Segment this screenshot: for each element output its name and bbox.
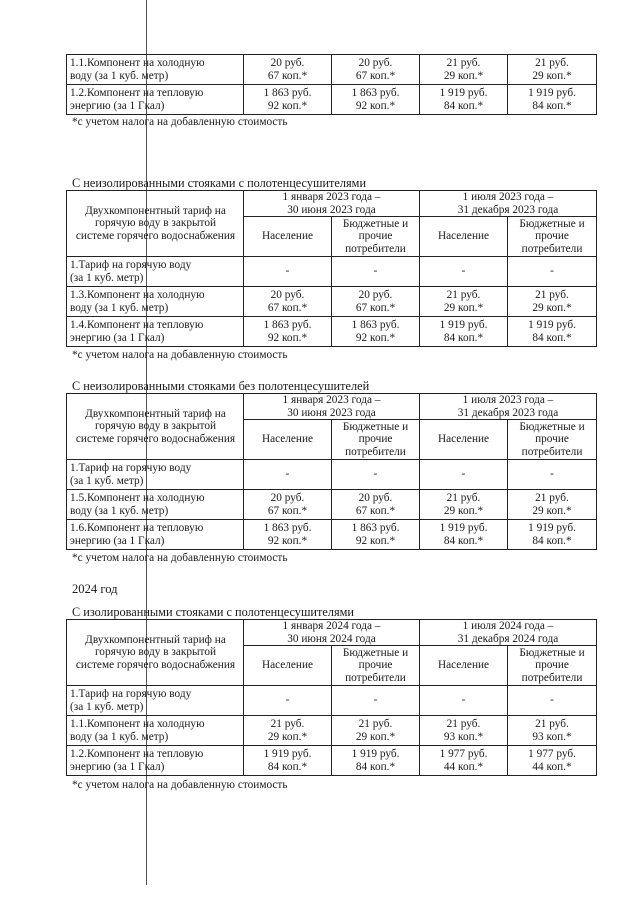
tariff-value-line: 67 коп.* [355, 504, 396, 517]
tariff-table-continued [66, 54, 597, 115]
tariff-value [332, 287, 420, 317]
tariff-value-line: 67 коп.* [355, 69, 396, 82]
tariff-value-line: 29 коп.* [443, 301, 484, 314]
tariff-value [332, 317, 420, 347]
tariff-value-line: - [461, 694, 466, 707]
header-tariff-type [67, 620, 244, 686]
row-label [67, 257, 244, 287]
row-label-line: (за 1 куб. метр) [70, 700, 144, 713]
tariff-value-line: 21 руб. [535, 492, 569, 504]
tariff-value-line: - [373, 694, 378, 707]
table-row [67, 317, 597, 347]
header-period [244, 191, 420, 217]
header-tariff-type-line: системе горячего водоснабжения [75, 432, 236, 445]
tariff-value-line: 84 коп.* [443, 331, 484, 344]
row-label-line: воду (за 1 куб. метр) [70, 504, 169, 517]
tariff-value-line: 67 коп.* [267, 69, 308, 82]
tariff-value [420, 317, 508, 347]
row-label [67, 686, 244, 716]
header-period [420, 191, 597, 217]
header-tariff-type-line: системе горячего водоснабжения [75, 658, 236, 671]
header-budget-consumers-line: Бюджетные и [519, 217, 585, 230]
header-budget-consumers-line: потребители [521, 671, 583, 684]
tariff-value-line: 1 863 руб. [351, 319, 400, 331]
tariff-value-line: 21 руб. [446, 289, 481, 301]
header-tariff-type-line: Двухкомпонентный тариф на [85, 407, 226, 420]
row-label-line: 1.2.Компонент на тепловую [70, 748, 204, 760]
row-label-line: энергию (за 1 Гкал) [70, 534, 165, 547]
table-row [67, 520, 597, 550]
tariff-value [244, 460, 332, 490]
header-row [67, 191, 597, 217]
tariff-value-line: 29 коп.* [443, 69, 484, 82]
header-tariff-type [67, 394, 244, 460]
tariff-value-line: 1 977 руб. [439, 748, 488, 760]
footnote-vat: *с учетом налога на добавленную стоимость [72, 552, 288, 564]
row-label-line: воду (за 1 куб. метр) [70, 301, 169, 314]
header-budget-consumers-line: потребители [345, 671, 406, 684]
tariff-value-line: 92 коп.* [267, 99, 308, 112]
header-budget-consumers-line: прочие [535, 230, 569, 243]
tariff-value-line: 21 руб. [446, 57, 481, 69]
header-population: Население [420, 420, 508, 460]
tariff-value [420, 287, 508, 317]
tariff-value [244, 746, 332, 776]
table-row [67, 460, 597, 490]
tariff-value [420, 716, 508, 746]
row-label-line: (за 1 куб. метр) [70, 474, 144, 487]
tariff-value [244, 317, 332, 347]
tariff-value-line: 44 коп.* [443, 760, 484, 773]
header-budget-consumers-line: прочие [358, 433, 393, 446]
header-budget-consumers [508, 420, 597, 460]
header-population: Население [420, 217, 508, 257]
footnote-vat: *с учетом налога на добавленную стоимость [72, 349, 288, 361]
tariff-value [508, 746, 597, 776]
tariff-value-line: 92 коп.* [267, 331, 308, 344]
tariff-table [66, 619, 597, 776]
tariff-value [244, 55, 332, 85]
tariff-value [508, 55, 597, 85]
tariff-value [420, 490, 508, 520]
row-label-line: 1.Тариф на горячую воду [70, 462, 192, 474]
row-label-line: 1.Тариф на горячую воду [70, 688, 192, 700]
table-row [67, 746, 597, 776]
tariff-value-line: 1 863 руб. [263, 522, 312, 534]
section-heading: С неизолированными стояками с полотенцесушителями [72, 176, 367, 190]
tariff-value-line: 20 руб. [270, 57, 305, 69]
tariff-value [244, 716, 332, 746]
header-period-line: 1 января 2024 года – [282, 620, 381, 632]
tariff-value-line: 84 коп.* [532, 331, 572, 344]
row-label [67, 460, 244, 490]
header-budget-consumers-line: потребители [345, 242, 406, 255]
row-label [67, 520, 244, 550]
header-population: Население [244, 217, 332, 257]
tariff-value-line: 21 руб. [535, 289, 569, 301]
tariff-value-line: 1 919 руб. [528, 319, 576, 331]
header-period-line: 30 июня 2024 года [287, 632, 376, 645]
row-label-line: 1.Тариф на горячую воду [70, 259, 192, 271]
header-period-line: 1 января 2023 года – [282, 394, 381, 406]
tariff-value-line: - [461, 265, 466, 278]
row-label-line: 1.3.Компонент на холодную [70, 289, 205, 301]
header-budget-consumers [332, 420, 420, 460]
tariff-value [420, 85, 508, 115]
row-label-line: (за 1 куб. метр) [70, 271, 144, 284]
tariff-value-line: 1 863 руб. [351, 87, 400, 99]
header-tariff-type-line: горячую воду в закрытой [94, 420, 217, 433]
header-budget-consumers-line: прочие [535, 659, 569, 672]
header-tariff-type-line: Двухкомпонентный тариф на [85, 633, 226, 646]
tariff-value-line: 20 руб. [358, 492, 393, 504]
tariff-value-line: 21 руб. [446, 492, 481, 504]
tariff-value-line: 21 руб. [446, 718, 481, 730]
row-label-line: энергию (за 1 Гкал) [70, 99, 165, 112]
row-label-line: 1.1.Компонент на холодную [70, 57, 205, 69]
tariff-table [66, 393, 597, 550]
tariff-value [508, 257, 597, 287]
header-row [67, 620, 597, 646]
header-period-line: 31 декабря 2023 года [457, 203, 559, 216]
tariff-value-line: 1 919 руб. [439, 522, 488, 534]
tariff-value-line: 1 977 руб. [528, 748, 576, 760]
tariff-value-line: 1 919 руб. [439, 87, 488, 99]
tariff-value [244, 287, 332, 317]
table-row [67, 85, 597, 115]
row-label-line: 1.5.Компонент на холодную [70, 492, 205, 504]
tariff-value-line: - [373, 265, 378, 278]
row-label-line: 1.2.Компонент на тепловую [70, 87, 204, 99]
tariff-value-line: 1 919 руб. [528, 522, 576, 534]
tariff-value-line: 29 коп.* [355, 730, 396, 743]
tariff-value-line: 92 коп.* [355, 331, 396, 344]
tariff-value-line: - [285, 468, 290, 481]
table-row [67, 686, 597, 716]
tariff-value [508, 520, 597, 550]
tariff-value [508, 85, 597, 115]
header-period-line: 1 июля 2024 года – [462, 620, 554, 632]
tariff-value-line: 1 863 руб. [351, 522, 400, 534]
tariff-value-line: 84 коп.* [267, 760, 308, 773]
tariff-value [332, 257, 420, 287]
tariff-value-line: - [550, 265, 554, 278]
tariff-value [244, 257, 332, 287]
header-budget-consumers [508, 646, 597, 686]
tariff-value-line: 84 коп.* [532, 99, 572, 112]
header-budget-consumers [332, 646, 420, 686]
row-label-line: 1.1.Компонент на холодную [70, 718, 205, 730]
row-label [67, 55, 244, 85]
tariff-value-line: 67 коп.* [355, 301, 396, 314]
tariff-value [508, 716, 597, 746]
table-row [67, 490, 597, 520]
year-heading: 2024 год [72, 582, 118, 596]
tariff-value-line: 21 руб. [270, 718, 305, 730]
row-label-line: 1.6.Компонент на тепловую [70, 522, 204, 534]
header-population: Население [420, 646, 508, 686]
tariff-value-line: 1 919 руб. [528, 87, 576, 99]
row-label [67, 317, 244, 347]
tariff-value-line: - [285, 694, 290, 707]
header-population: Население [244, 646, 332, 686]
header-budget-consumers-line: Бюджетные и [519, 646, 585, 659]
row-label-line: энергию (за 1 Гкал) [70, 760, 165, 773]
row-label [67, 287, 244, 317]
tariff-value [508, 686, 597, 716]
header-period-line: 31 декабря 2023 года [457, 406, 559, 419]
tariff-value-line: 20 руб. [270, 492, 305, 504]
table-row [67, 257, 597, 287]
header-period-line: 1 июля 2023 года – [462, 191, 554, 203]
tariff-value [420, 55, 508, 85]
tariff-value-line: 29 коп.* [443, 504, 484, 517]
tariff-value [420, 686, 508, 716]
tariff-value-line: 84 коп.* [443, 534, 484, 547]
header-row [67, 394, 597, 420]
section-heading: С неизолированными стояками без полотенцесушителей [72, 379, 370, 393]
tariff-value [420, 520, 508, 550]
tariff-value-line: 21 руб. [535, 718, 569, 730]
row-label [67, 716, 244, 746]
tariff-value-line: 29 коп.* [267, 730, 308, 743]
header-period-line: 30 июня 2023 года [287, 406, 376, 419]
tariff-value [332, 746, 420, 776]
tariff-value-line: 20 руб. [358, 57, 393, 69]
row-label [67, 490, 244, 520]
tariff-table [66, 190, 597, 347]
tariff-value-line: 29 коп.* [532, 301, 572, 314]
header-period [244, 394, 420, 420]
tariff-value-line: 1 919 руб. [439, 319, 488, 331]
header-tariff-type-line: системе горячего водоснабжения [75, 229, 236, 242]
row-label-line: воду (за 1 куб. метр) [70, 69, 169, 82]
row-label [67, 85, 244, 115]
header-period [420, 620, 597, 646]
header-budget-consumers-line: прочие [535, 433, 569, 446]
tariff-value [420, 257, 508, 287]
tariff-value [244, 686, 332, 716]
tariff-value-line: 1 863 руб. [263, 87, 312, 99]
header-budget-consumers-line: прочие [358, 230, 393, 243]
tariff-value-line: - [550, 468, 554, 481]
header-tariff-type-line: Двухкомпонентный тариф на [85, 204, 226, 217]
table-row [67, 55, 597, 85]
tariff-value-line: - [285, 265, 290, 278]
header-tariff-type-line: горячую воду в закрытой [94, 646, 217, 659]
tariff-value-line: 20 руб. [270, 289, 305, 301]
header-budget-consumers-line: Бюджетные и [519, 420, 585, 433]
tariff-value-line: 84 коп.* [443, 99, 484, 112]
tariff-value-line: 93 коп.* [443, 730, 484, 743]
tariff-value-line: 1 919 руб. [263, 748, 312, 760]
header-budget-consumers-line: Бюджетные и [342, 217, 409, 230]
tariff-value-line: 21 руб. [535, 57, 569, 69]
tariff-value [332, 460, 420, 490]
header-budget-consumers-line: Бюджетные и [342, 420, 409, 433]
table-row [67, 287, 597, 317]
header-budget-consumers-line: потребители [345, 445, 406, 458]
header-budget-consumers-line: прочие [358, 659, 393, 672]
tariff-value-line: - [373, 468, 378, 481]
tariff-value-line: 44 коп.* [532, 760, 572, 773]
header-period-line: 31 декабря 2024 года [457, 632, 559, 645]
tariff-value-line: 20 руб. [358, 289, 393, 301]
tariff-value-line: - [550, 694, 554, 707]
tariff-value-line: 93 коп.* [532, 730, 572, 743]
table-row [67, 716, 597, 746]
tariff-value-line: 84 коп.* [532, 534, 572, 547]
header-period [244, 620, 420, 646]
header-period [420, 394, 597, 420]
tariff-value [508, 317, 597, 347]
tariff-value-line: 92 коп.* [267, 534, 308, 547]
header-tariff-type [67, 191, 244, 257]
tariff-value-line: 67 коп.* [267, 504, 308, 517]
tariff-value [244, 520, 332, 550]
tariff-value [332, 490, 420, 520]
tariff-value [332, 686, 420, 716]
tariff-value-line: 84 коп.* [355, 760, 396, 773]
tariff-value [244, 85, 332, 115]
tariff-value-line: - [461, 468, 466, 481]
header-budget-consumers-line: потребители [521, 445, 583, 458]
row-label-line: энергию (за 1 Гкал) [70, 331, 165, 344]
tariff-value [420, 460, 508, 490]
header-budget-consumers-line: потребители [521, 242, 583, 255]
footnote-vat: *с учетом налога на добавленную стоимость [72, 779, 288, 791]
row-label [67, 746, 244, 776]
section-heading: С изолированными стояками с полотенцесушителями [72, 605, 354, 619]
tariff-value [508, 287, 597, 317]
row-label-line: воду (за 1 куб. метр) [70, 730, 169, 743]
footnote-vat: *с учетом налога на добавленную стоимость [72, 116, 288, 128]
header-budget-consumers [332, 217, 420, 257]
tariff-value-line: 67 коп.* [267, 301, 308, 314]
tariff-value [508, 490, 597, 520]
header-period-line: 1 июля 2023 года – [462, 394, 554, 406]
tariff-value-line: 92 коп.* [355, 534, 396, 547]
tariff-value [332, 716, 420, 746]
tariff-value [508, 460, 597, 490]
header-budget-consumers-line: Бюджетные и [342, 646, 409, 659]
row-label-line: 1.4.Компонент на тепловую [70, 319, 204, 331]
tariff-value [332, 85, 420, 115]
tariff-value [420, 746, 508, 776]
tariff-value [332, 55, 420, 85]
tariff-value-line: 29 коп.* [532, 504, 572, 517]
header-population: Население [244, 420, 332, 460]
tariff-value-line: 1 919 руб. [351, 748, 400, 760]
header-period-line: 30 июня 2023 года [287, 203, 376, 216]
tariff-value [332, 520, 420, 550]
header-period-line: 1 января 2023 года – [282, 191, 381, 203]
tariff-value-line: 29 коп.* [532, 69, 572, 82]
tariff-value-line: 1 863 руб. [263, 319, 312, 331]
header-tariff-type-line: горячую воду в закрытой [94, 217, 217, 230]
tariff-value-line: 92 коп.* [355, 99, 396, 112]
tariff-value [244, 490, 332, 520]
tariff-value-line: 21 руб. [358, 718, 393, 730]
header-budget-consumers [508, 217, 597, 257]
